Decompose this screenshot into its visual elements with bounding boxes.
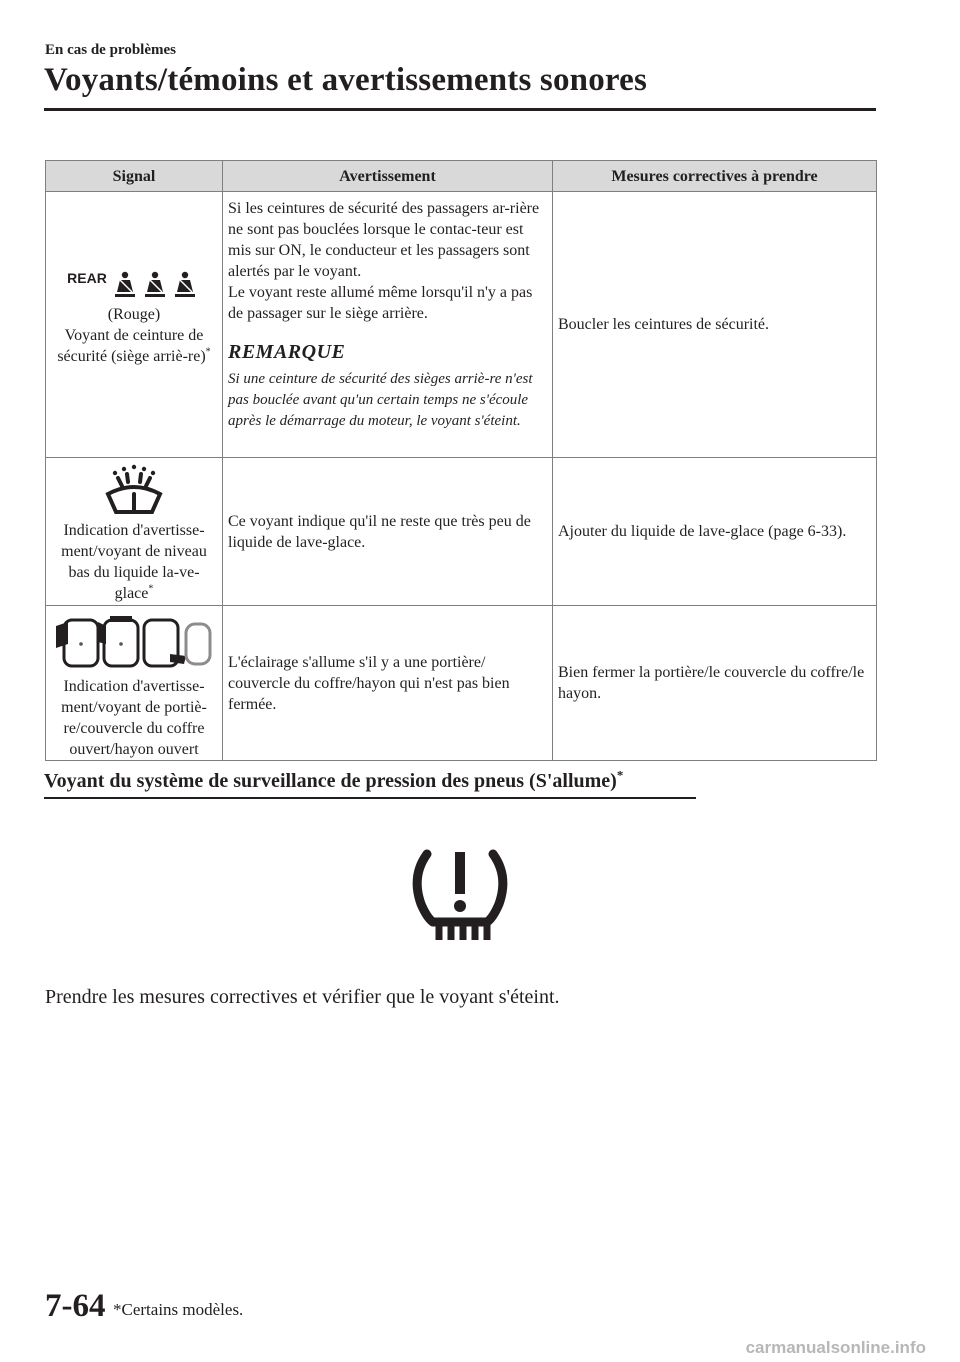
footnote: *Certains modèles.: [113, 1300, 244, 1319]
asterisk-marker: *: [616, 767, 624, 783]
watermark-text: carmanualsonline.info: [745, 1338, 926, 1357]
note-text: Si une ceinture de sécurité des sièges arriè-re n'est pas bouclée avant qu'un certain temps ne s'écoule après le démarrage du moteur, le voyant s'éteint.: [228, 371, 533, 429]
washer-fluid-icon: [102, 464, 166, 516]
door-open-icon: [54, 614, 214, 670]
rear-seatbelt-warning-icon: [67, 266, 201, 300]
table-row: [46, 606, 877, 761]
action-text: Ajouter du liquide de lave-glace (page 6-33).: [558, 523, 847, 540]
warning-cell: [223, 458, 553, 606]
warning-cell: [223, 606, 553, 761]
column-header-actions: Mesures correctives à prendre: [553, 161, 877, 192]
action-text: Bien fermer la portière/le couvercle du coffre/le hayon.: [558, 664, 865, 702]
column-header-warning: Avertissement: [223, 161, 553, 192]
signal-label: Voyant de ceinture de sécurité (siège arriè-re): [57, 326, 206, 365]
title-divider: [44, 108, 876, 111]
warning-text: Si les ceintures de sécurité des passagers ar-rière ne sont pas bouclées lorsque le contac-teur est mis sur ON, le conducteur et les passagers sont alertés par le voyant.: [228, 200, 540, 280]
warning-lights-table: [45, 160, 877, 761]
signal-cell: [46, 458, 223, 606]
asterisk-marker: *: [148, 583, 154, 595]
section-heading: [44, 767, 624, 793]
action-cell: [553, 606, 877, 761]
signal-cell: [46, 192, 223, 458]
warning-cell: [223, 192, 553, 458]
tire-pressure-warning-icon: [405, 846, 515, 946]
page-number: 7-64: [45, 1288, 106, 1324]
action-cell: [553, 192, 877, 458]
note-title: REMARQUE: [228, 341, 346, 363]
body-text: Prendre les mesures correctives et vérifier que le voyant s'éteint.: [45, 986, 560, 1008]
signal-cell: [46, 606, 223, 761]
page-title: Voyants/témoins et avertissements sonores: [44, 62, 648, 98]
signal-color: (Rouge): [107, 305, 161, 323]
table-row: [46, 458, 877, 606]
action-text: Boucler les ceintures de sécurité.: [558, 316, 770, 333]
signal-label: Indication d'avertisse-ment/voyant de niveau bas du liquide la-ve-glace: [61, 522, 207, 602]
warning-text-2: Le voyant reste allumé même lorsqu'il n'y a pas de passager sur le siège arrière.: [228, 284, 533, 322]
section-heading-text: Voyant du système de surveillance de pression des pneus (S'allume): [44, 770, 617, 792]
table-header-row: [46, 161, 877, 192]
signal-label: Indication d'avertisse-ment/voyant de portiè-re/couvercle du coffre ouvert/hayon ouvert: [61, 678, 207, 758]
section-heading-underline: [44, 797, 696, 799]
warning-text: Ce voyant indique qu'il ne reste que très peu de liquide de lave-glace.: [228, 512, 531, 551]
warning-text: L'éclairage s'allume s'il y a une portière/ couvercle du coffre/hayon qui n'est pas bien fermée.: [228, 653, 510, 713]
section-label: En cas de problèmes: [45, 42, 176, 58]
table-row: [46, 192, 877, 458]
column-header-signal: Signal: [46, 161, 223, 192]
asterisk-marker: *: [205, 346, 211, 358]
rear-label: REAR: [67, 269, 107, 286]
action-cell: [553, 458, 877, 606]
